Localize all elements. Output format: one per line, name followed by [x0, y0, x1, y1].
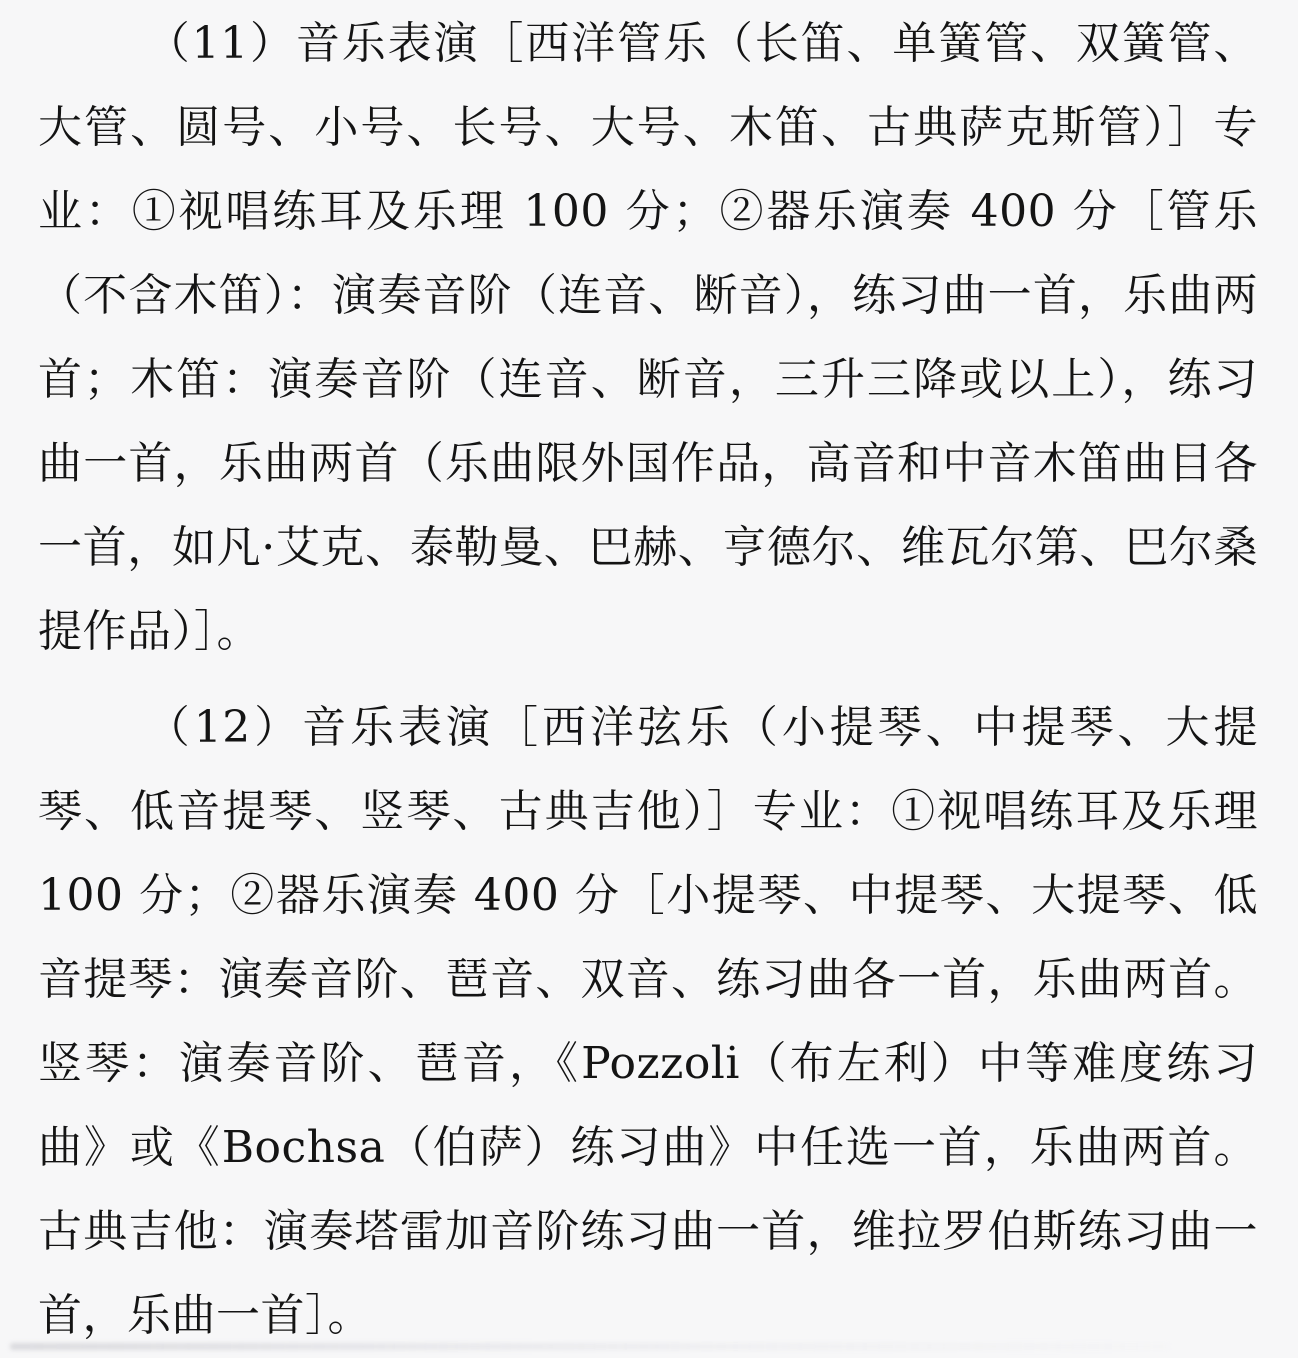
paragraph-item-12: （12）音乐表演［西洋弦乐（小提琴、中提琴、大提琴、低音提琴、竖琴、古典吉他）］专业：①视唱练耳及乐理 100 分；②器乐演奏 400 分［小提琴、中提琴、大提琴、低音提琴：演奏音阶、琶音、双音、练习曲各一首，乐曲两首。竖琴：演奏音阶、琶音，《Pozzoli（布左利）中等难度练习曲》或《Bochsa（伯萨）练习曲》中任选一首，乐曲两首。古典吉他：演奏塔雷加音阶练习曲一首，维拉罗伯斯练习曲一首，乐曲一首］。 [38, 702, 1258, 1341]
scan-artifact [10, 1343, 1170, 1350]
paragraph-item-11: （11）音乐表演［西洋管乐（长笛、单簧管、双簧管、大管、圆号、小号、长号、大号、木笛、古典萨克斯管）］专业：①视唱练耳及乐理 100 分；②器乐演奏 400 分［管乐（不含木笛）：演奏音阶（连音、断音），练习曲一首，乐曲两首；木笛：演奏音阶（连音、断音，三升三降或以上），练习曲一首，乐曲两首（乐曲限外国作品，高音和中音木笛曲目各一首，如凡·艾克、泰勒曼、巴赫、亨德尔、维瓦尔第、巴尔桑提作品）］。 [38, 18, 1258, 657]
